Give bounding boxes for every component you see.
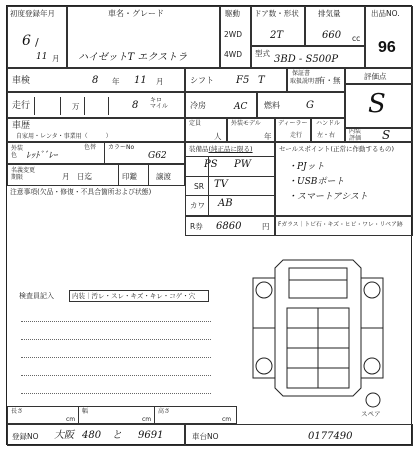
fuel-cell bbox=[257, 92, 345, 118]
inspector-label: 検査員記入 bbox=[19, 292, 54, 300]
sales-point-label bbox=[279, 146, 394, 153]
dealer-cell bbox=[275, 118, 311, 142]
chassis-row bbox=[185, 424, 413, 446]
handle-cell bbox=[311, 118, 345, 142]
reg-region-value: 大阪 bbox=[54, 430, 74, 441]
equip-tv: TV bbox=[214, 179, 228, 190]
equipment-label bbox=[189, 146, 253, 153]
first-reg-cell bbox=[7, 6, 67, 68]
capacity-cell bbox=[185, 118, 227, 142]
equip-div bbox=[208, 156, 209, 216]
drive-4wd: 4WD bbox=[224, 50, 242, 59]
mileage-div-1 bbox=[34, 97, 35, 115]
drive-2wd: 2WD bbox=[224, 30, 242, 39]
note-line-4 bbox=[21, 375, 211, 376]
note-line-1 bbox=[21, 321, 211, 322]
name-change-div-1 bbox=[118, 165, 119, 186]
interior-eval-value: S bbox=[382, 128, 391, 142]
recycle-cell bbox=[185, 216, 275, 236]
eval-score-value: S bbox=[368, 89, 386, 119]
auction-sheet bbox=[6, 5, 412, 445]
warranty-options: 有・無 bbox=[318, 76, 341, 85]
lot-no-cell bbox=[365, 6, 413, 68]
notes-label: 注意事項(欠品・修復・不具合箇所および状態) bbox=[10, 188, 152, 196]
warranty-cell bbox=[287, 68, 345, 92]
inspection-month-value: 11 bbox=[134, 75, 147, 86]
fuel-label: 燃料 bbox=[264, 101, 280, 110]
chassis-value: 0177490 bbox=[308, 431, 353, 442]
color-no-label: カラーNo bbox=[108, 144, 135, 151]
fuel-value: G bbox=[306, 100, 314, 111]
chassis-label: 車台NO bbox=[192, 432, 219, 441]
car-damage-diagram bbox=[243, 238, 393, 410]
color-code-value: G62 bbox=[148, 151, 167, 161]
model-label: 型式 bbox=[255, 49, 270, 58]
equip-pw: PW bbox=[234, 159, 252, 170]
transfer-label: 譲渡 bbox=[156, 172, 171, 181]
first-reg-month-value: 11 bbox=[36, 52, 48, 62]
mileage-unit: キロ マイル bbox=[150, 97, 168, 110]
car-name-cell bbox=[67, 6, 220, 68]
sales-point-sub: (正常に作動するもの) bbox=[330, 145, 394, 153]
first-reg-month-unit: 月 bbox=[52, 54, 60, 63]
ext-model-cell bbox=[227, 118, 275, 142]
ext-color-value: ﾚｯﾄﾞﾞﾚｰ bbox=[26, 151, 58, 161]
mileage-row bbox=[7, 92, 185, 118]
ext-color-label: 外装 色 bbox=[11, 145, 24, 160]
sales-point-2: ・USBポート bbox=[288, 177, 345, 187]
dealer-label: ディーラー bbox=[278, 120, 308, 127]
warranty-label: 保証書 bbox=[292, 70, 311, 77]
car-name-value: ハイゼットT エクストラ bbox=[78, 52, 188, 63]
spare-label: スペア bbox=[361, 410, 381, 418]
dim-div-2 bbox=[154, 407, 155, 424]
reg-kana-value: と bbox=[112, 430, 122, 441]
displacement-cell bbox=[305, 6, 365, 46]
mileage-div-4 bbox=[108, 97, 109, 115]
aircon-cell bbox=[185, 92, 257, 118]
mileage-value: 8 bbox=[132, 100, 139, 111]
name-change-div-2 bbox=[148, 165, 149, 186]
doors-value: 2T bbox=[270, 30, 284, 41]
model-value: 3BD - S500P bbox=[274, 54, 339, 65]
shift-value: F5 bbox=[236, 75, 250, 86]
equip-ab: AB bbox=[218, 198, 233, 209]
color-row bbox=[7, 142, 185, 164]
length-unit: cm bbox=[66, 416, 76, 423]
eval-score-cell bbox=[345, 84, 413, 128]
equip-line-1 bbox=[186, 156, 275, 157]
history-label: 車歴 bbox=[12, 121, 31, 131]
equipment-block bbox=[185, 142, 275, 216]
first-reg-year-value: 6 bbox=[22, 33, 31, 49]
recycle-unit: 円 bbox=[262, 222, 270, 231]
equip-leather: カワ bbox=[190, 201, 205, 210]
drive-label: 駆動 bbox=[225, 9, 240, 18]
dimensions-row bbox=[7, 406, 237, 424]
name-change-date: 月 日迄 bbox=[62, 172, 92, 181]
mileage-man: 万 bbox=[72, 102, 80, 111]
mileage-div-2 bbox=[60, 97, 61, 115]
orig-color-label: 色替 bbox=[84, 144, 97, 151]
history-row bbox=[7, 118, 185, 142]
handle-label: ハンドル bbox=[316, 120, 341, 127]
inspector-codes-box bbox=[69, 290, 209, 302]
mileage-label: 走行 bbox=[12, 101, 31, 111]
displacement-label: 排気量 bbox=[318, 9, 341, 18]
eval-label-cell bbox=[345, 68, 413, 84]
registration-row bbox=[7, 424, 185, 446]
equip-ps: PS bbox=[204, 159, 218, 170]
recycle-value: 6860 bbox=[216, 221, 242, 232]
doors-cell bbox=[251, 6, 305, 46]
inspection-row bbox=[7, 68, 185, 92]
note-line-5 bbox=[21, 393, 211, 394]
displacement-value: 660 bbox=[322, 30, 342, 41]
aircon-label: 冷房 bbox=[190, 101, 206, 110]
inspection-year-value: 8 bbox=[92, 75, 99, 86]
capacity-unit: 人 bbox=[214, 132, 222, 141]
first-reg-slash: / bbox=[35, 36, 39, 49]
equip-line-3 bbox=[186, 195, 275, 196]
shift-label: シフト bbox=[190, 76, 214, 85]
dealer-sub: 走行 bbox=[290, 132, 303, 139]
capacity-label: 定員 bbox=[189, 120, 202, 127]
glass-label: Fガラス｜トビ石・キズ・ヒビ・ワレ・リペア跡 bbox=[278, 222, 403, 228]
shift-extra-value: T bbox=[258, 75, 265, 86]
eval-point-label: 評価点 bbox=[364, 72, 387, 81]
mileage-div-3 bbox=[84, 97, 85, 115]
r-fee-label: R券 bbox=[190, 222, 203, 231]
ext-model-label: 外装モデル bbox=[231, 120, 261, 127]
drive-cell bbox=[220, 6, 251, 68]
history-options: 自家用・レンタ・事業用（ ） bbox=[16, 133, 112, 140]
width-unit: cm bbox=[142, 416, 152, 423]
color-div bbox=[104, 143, 105, 164]
sales-point-title: セールスポイント bbox=[279, 145, 331, 153]
model-cell bbox=[251, 46, 365, 68]
glass-cell bbox=[275, 216, 413, 236]
reg-class-value: 480 bbox=[82, 430, 102, 441]
sales-point-block bbox=[275, 142, 413, 216]
name-change-row bbox=[7, 164, 185, 186]
shift-cell bbox=[185, 68, 287, 92]
inspection-month-unit: 月 bbox=[156, 77, 164, 86]
seal-label: 印鑑 bbox=[122, 172, 137, 181]
length-label: 長さ bbox=[11, 408, 24, 415]
equip-sr: SR bbox=[194, 182, 204, 191]
interior-eval-cell bbox=[345, 128, 413, 142]
height-label: 高さ bbox=[158, 408, 171, 415]
equipment-title: 装備品 bbox=[189, 145, 209, 153]
height-unit: cm bbox=[222, 416, 232, 423]
equip-line-2 bbox=[186, 176, 275, 177]
interior-eval-label: 内装 評価 bbox=[349, 128, 362, 142]
name-change-label: 名義変更 期限 bbox=[11, 167, 36, 182]
inspection-year-unit: 年 bbox=[112, 77, 120, 86]
inspection-label: 車検 bbox=[12, 76, 31, 86]
warranty-sub: 取扱説明書 bbox=[290, 78, 321, 85]
note-line-3 bbox=[21, 357, 211, 358]
car-name-label: 車名・グレード bbox=[108, 9, 164, 18]
doors-label: ドア数・形状 bbox=[254, 9, 299, 18]
handle-options: 左・右 bbox=[317, 132, 336, 139]
sales-point-1: ・PJット bbox=[288, 162, 325, 172]
lot-no-label: 出品NO. bbox=[371, 9, 400, 18]
cc-unit: cc bbox=[352, 34, 361, 43]
equipment-sub: (純正品に限る) bbox=[208, 145, 253, 153]
width-label: 幅 bbox=[82, 408, 89, 415]
inspector-codes: 内装｜汚レ・スレ・キズ・キレ・コゲ・穴 bbox=[72, 292, 196, 300]
first-reg-label: 初度登録年月 bbox=[10, 9, 55, 18]
aircon-value: AC bbox=[234, 102, 248, 112]
note-line-2 bbox=[21, 339, 211, 340]
reg-no-label: 登録NO bbox=[12, 432, 39, 441]
sales-point-3: ・スマートアシスト bbox=[288, 192, 368, 202]
dim-div-1 bbox=[78, 407, 79, 424]
reg-number-value: 9691 bbox=[138, 430, 164, 441]
ext-model-unit: 年 bbox=[264, 132, 272, 141]
lot-no-value: 96 bbox=[378, 39, 396, 56]
